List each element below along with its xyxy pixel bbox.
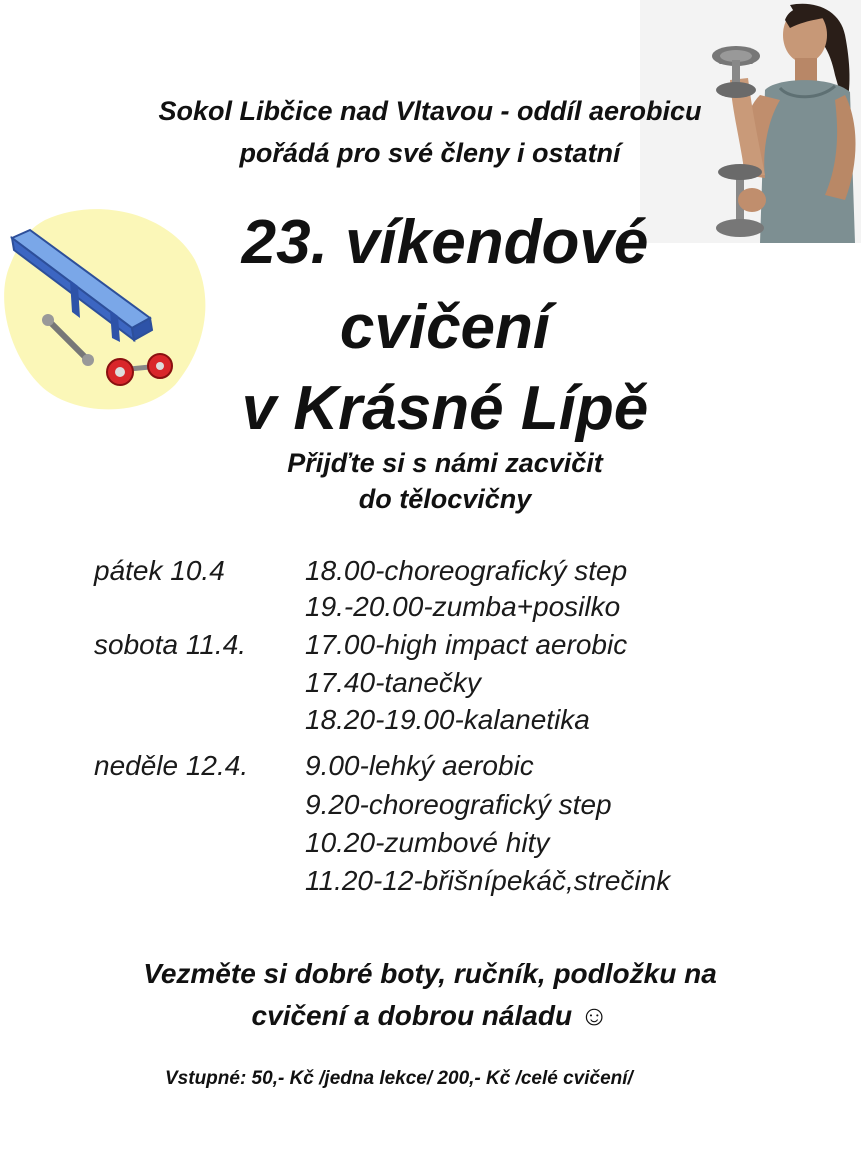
schedule-day-friday: pátek 10.4 xyxy=(94,555,225,586)
organizer-subline: pořádá pro své členy i ostatní xyxy=(239,138,621,168)
schedule-day-saturday: sobota 11.4. xyxy=(94,629,247,660)
schedule-item: 18.00-choreografický step xyxy=(305,555,628,586)
schedule-item: 10.20-zumbové hity xyxy=(305,827,550,858)
event-title-line-3: v Krásné Lípě xyxy=(241,374,649,443)
schedule-item: 19.-20.00-zumba+posilko xyxy=(305,591,621,622)
event-title-line-2: cvičení xyxy=(339,293,551,362)
bring-note-line-2: cvičení a dobrou náladu ☺ xyxy=(251,1000,609,1031)
organizer-line: Sokol Libčice nad Vltavou - oddíl aerobicu xyxy=(158,96,702,126)
schedule-item: 17.40-tanečky xyxy=(305,667,481,698)
invitation-line-1: Přijďte si s námi zacvičit xyxy=(287,448,603,478)
schedule-day-sunday: neděle 12.4. xyxy=(94,750,249,781)
schedule-item: 11.20-12-břišnípekáč,strečink xyxy=(305,865,671,896)
event-title-line-1: 23. víkendové xyxy=(241,208,649,277)
schedule-item: 17.00-high impact aerobic xyxy=(305,629,628,660)
entry-fee: Vstupné: 50,- Kč /jedna lekce/ 200,- Kč /celé cvičení/ xyxy=(165,1068,633,1089)
bring-note-line-1: Vezměte si dobré boty, ručník, podložku na xyxy=(143,958,717,989)
invitation-line-2: do tělocvičny xyxy=(358,484,532,514)
schedule-item: 9.00-lehký aerobic xyxy=(305,750,534,781)
schedule-item: 18.20-19.00-kalanetika xyxy=(305,704,590,735)
schedule-item: 9.20-choreografický step xyxy=(305,789,612,820)
